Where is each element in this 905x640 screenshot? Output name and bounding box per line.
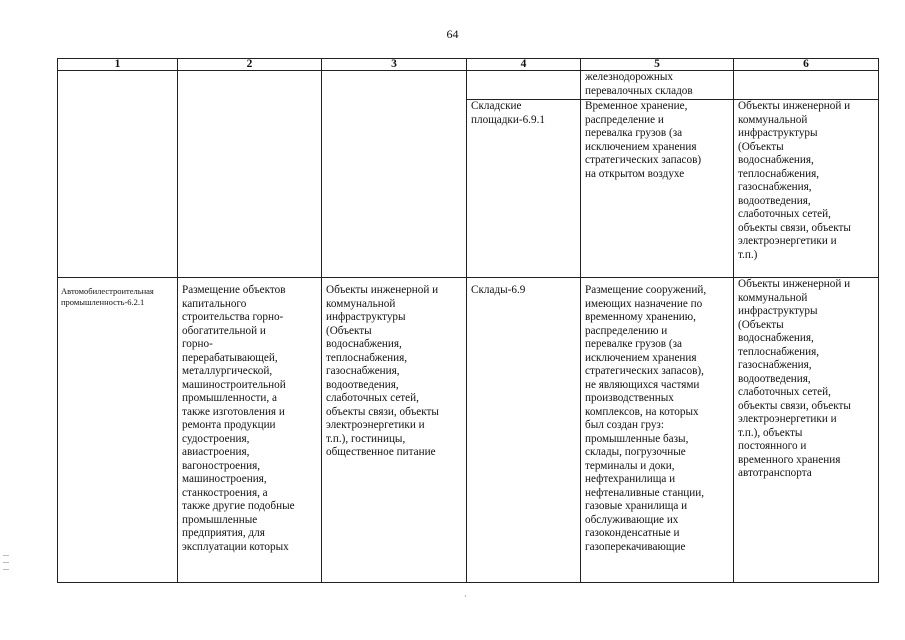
table-row [58,278,879,583]
column-header: 3 [322,59,467,71]
table-row [58,71,879,100]
column-header: 1 [58,59,178,71]
table-cell [322,71,467,278]
table-cell [734,71,879,100]
table-cell: Объекты инженерной и коммунальной инфраструктуры (Объекты водоснабжения, теплоснабжения, газоснабжения, водоотведения, слаботочных сетей, объекты связи, объекты электроэнергетики и т.п.) [734,100,879,278]
scan-speck: · [464,592,467,601]
table-cell: Складские площадки-6.9.1 [467,100,581,278]
column-header: 5 [581,59,734,71]
table-cell: Объекты инженерной и коммунальной инфраструктуры (Объекты водоснабжения, теплоснабжения, газоснабжения, водоотведения, слаботочных сетей, объекты связи, объекты электроэнергетики и т.п.), гостиницы, общественное питание [322,278,467,583]
table-cell: Размещение сооружений, имеющих назначение по временному хранению, распределению и перевалке грузов (за исключением хранения стратегических запасов), не являющихся частями производственных комплексов, на которых был создан груз: промышленные базы, склады, погрузочные терминалы и доки, нефтехранилища и нефтеналивные станции, газовые хранилища и обслуживающие их газоконденсатные и газоперекачивающие [581,278,734,583]
table-cell: Склады-6.9 [467,278,581,583]
margin-scan-marks: — — — [3,553,9,573]
column-header: 2 [178,59,322,71]
table-cell: Размещение объектов капитального строительства горно- обогатительной и горно- перерабатывающей, металлургической, машиностроительной промышленности, а также изготовления и ремонта продукции судостроения, авиастроения, вагоностроения, машиностроения, станкостроения, а также другие подобные промышленные предприятия, для эксплуатации которых [178,278,322,583]
zoning-table [57,58,879,583]
table-cell: железнодорожных перевалочных складов [581,71,734,100]
table-cell [467,71,581,100]
column-header: 4 [467,59,581,71]
column-header: 6 [734,59,879,71]
table-cell: Автомобилестроительная промышленность-6.2.1 [58,278,178,583]
page-number: 64 [446,27,459,41]
table-cell [58,71,178,278]
table-cell: Объекты инженерной и коммунальной инфраструктуры (Объекты водоснабжения, теплоснабжения, газоснабжения, водоотведения, слаботочных сетей, объекты связи, объекты электроэнергетики и т.п.), объекты постоянного и временного хранения автотранспорта [734,278,879,583]
table-header-row [58,59,879,71]
table-cell: Временное хранение, распределение и перевалка грузов (за исключением хранения стратегических запасов) на открытом воздухе [581,100,734,278]
table-cell [178,71,322,278]
